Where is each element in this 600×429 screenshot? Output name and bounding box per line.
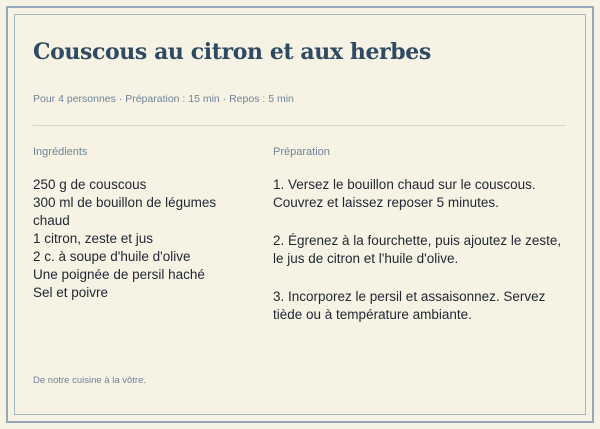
- step-item: 3. Incorporez le persil et assaisonnez. Servez tiède ou à température ambiante.: [273, 289, 546, 322]
- ingredient-item: 250 g de couscous: [33, 177, 147, 192]
- ingredient-item: 1 citron, zeste et jus: [33, 231, 154, 246]
- ingredient-item: 2 c. à soupe d'huile d'olive: [33, 249, 191, 264]
- ingredient-item: Une poignée de persil haché: [33, 267, 205, 282]
- step-item: 2. Égrenez à la fourchette, puis ajoutez le zeste, le jus de citron et l'huile d'olive.: [273, 233, 562, 266]
- step-item: 1. Versez le bouillon chaud sur le couscous. Couvrez et laissez reposer 5 minutes.: [273, 177, 536, 210]
- ingredients-list: [33, 176, 248, 302]
- footer-note: De notre cuisine à la vôtre.: [33, 375, 147, 386]
- ingredients-heading: Ingrédients: [33, 146, 88, 158]
- preparation-steps: [273, 176, 571, 344]
- ingredient-item: Sel et poivre: [33, 285, 109, 300]
- preparation-heading: Préparation: [273, 146, 330, 158]
- ingredient-item: 300 ml de bouillon de légumes chaud: [33, 195, 217, 228]
- divider: [33, 125, 566, 126]
- recipe-meta: Pour 4 personnes · Préparation : 15 min · Repos : 5 min: [33, 93, 294, 105]
- recipe-title: Couscous au citron et aux herbes: [33, 39, 431, 65]
